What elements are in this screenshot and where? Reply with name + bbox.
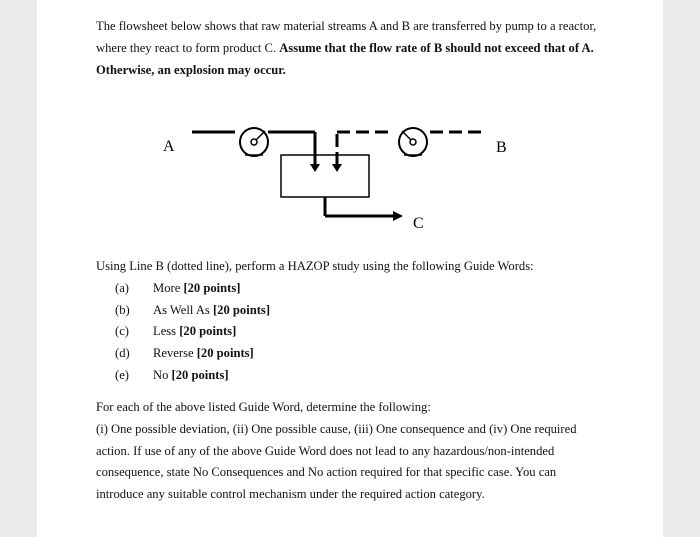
points: [20 points] [183,281,241,295]
points: [20 points] [196,346,254,360]
points: [20 points] [171,368,229,382]
guide-word: More [153,281,184,295]
instructions-line-3: action. If use of any of the above Guide Word does not lead to any hazardous/non-intended [96,444,555,458]
guide-word: Less [153,324,180,338]
intro-line-2 [96,40,616,56]
arrow-c-icon [393,211,403,221]
item-letter: (a) [115,281,129,295]
intro-line-1: The flowsheet below shows that raw material streams A and B are transferred by pump to a reactor, [96,19,597,33]
label-c: C [413,215,424,232]
item-letter: (c) [115,324,129,338]
document-page [37,0,663,537]
instructions-line-4: consequence, state No Consequences and No action required for that specific case. You can [96,465,557,479]
guide-word: Reverse [153,346,197,360]
instructions-line-5: introduce any suitable control mechanism under the required action category. [96,487,485,501]
instructions-line-1: For each of the above listed Guide Word, determine the following: [96,400,431,414]
pump-b-icon [399,128,427,156]
label-b: B [496,139,507,156]
label-a: A [163,138,175,155]
guide-word: As Well As [153,303,213,317]
item-letter: (b) [115,303,130,317]
arrow-a-icon [310,164,320,172]
arrow-b-icon [332,164,342,172]
item-letter: (e) [115,368,129,382]
intro-line-3: Otherwise, an explosion may occur. [96,63,286,77]
pump-a-icon [240,128,268,156]
points: [20 points] [212,303,271,317]
intro-line-2-emphasis: Assume that the flow rate of B should not exceed that of A. [279,41,594,55]
instructions-line-2: (i) One possible deviation, (ii) One possible cause, (iii) One consequence and (iv) One required [96,422,577,436]
points: [20 points] [179,324,237,338]
flowsheet-diagram [37,110,663,240]
intro-line-2-text: where they react to form product C. [96,41,280,55]
guide-word: No [153,368,172,382]
item-letter: (d) [115,346,130,360]
task-intro: Using Line B (dotted line), perform a HAZOP study using the following Guide Words: [96,259,534,273]
reactor-vessel [281,155,369,197]
